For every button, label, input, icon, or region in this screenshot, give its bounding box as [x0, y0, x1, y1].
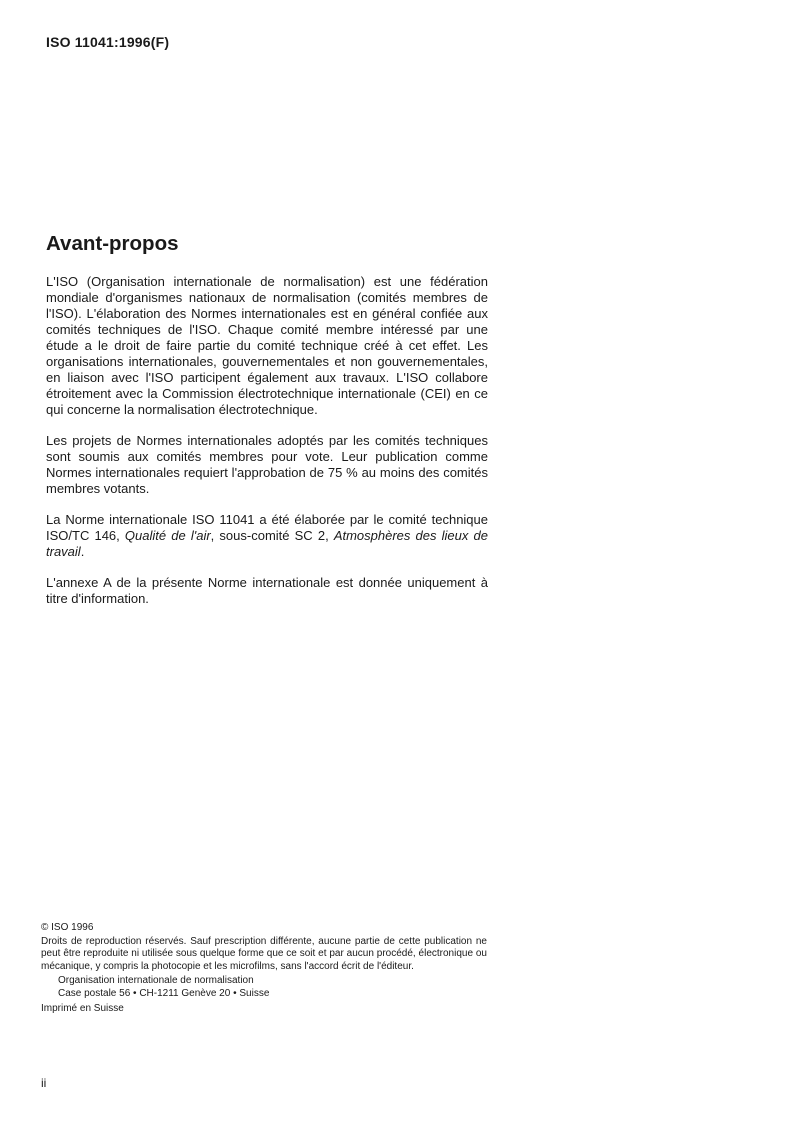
printed-in: Imprimé en Suisse	[41, 1003, 124, 1014]
foreword-paragraph-3	[46, 512, 488, 560]
paragraph-3-text-c: .	[80, 544, 85, 559]
publisher-name: Organisation internationale de normalisation	[58, 975, 254, 986]
page-number: ii	[41, 1076, 47, 1090]
paragraph-3-text-a: La Norme internationale ISO 11041 a été élaborée par le comité technique ISO/TC 146,	[46, 512, 488, 543]
foreword-paragraph-2: Les projets de Normes internationales adoptés par les comités techniques sont soumis aux comités membres pour vote. Leur publication comme Normes internationales requiert l'approbation de 75 % au moins des comités membres votants.	[46, 433, 488, 496]
foreword-body	[46, 274, 488, 622]
publisher-address	[41, 975, 487, 1000]
document-id: ISO 11041:1996(F)	[46, 34, 170, 50]
publisher-postal-address: Case postale 56 • CH-1211 Genève 20 • Suisse	[58, 987, 270, 999]
paragraph-3-text-b: , sous-comité SC 2,	[210, 528, 334, 543]
subcommittee-title: Atmosphères des lieux de travail	[46, 528, 488, 559]
section-title: Avant-propos	[46, 232, 179, 255]
rights-notice: Droits de reproduction réservés. Sauf prescription différente, aucune partie de cette publication ne peut être reproduite ni utilisée sous quelque forme que ce soit et par aucun procédé, électronique ou mécanique, y compris la photocopie et les microfilms, sans l'accord écrit de l'éditeur.	[41, 935, 487, 972]
foreword-paragraph-1: L'ISO (Organisation internationale de normalisation) est une fédération mondiale d'organismes nationaux de normalisation (comités membres de l'ISO). L'élaboration des Normes internationales est en général confiée aux comités techniques de l'ISO. Chaque comité membre intéressé par une étude a le droit de faire partie du comité technique créé à cet effet. Les organisations internationales, gouvernementales et non gouvernementales, en liaison avec l'ISO participent également aux travaux. L'ISO collabore étroitement avec la Commission électrotechnique internationale (CEI) en ce qui concerne la normalisation électrotechnique.	[46, 274, 488, 417]
copyright-footer	[41, 922, 487, 1016]
committee-title: Qualité de l'air	[124, 528, 211, 543]
copyright-line: © ISO 1996	[41, 922, 94, 933]
foreword-paragraph-4: L'annexe A de la présente Norme internationale est donnée uniquement à titre d'information.	[46, 575, 488, 606]
